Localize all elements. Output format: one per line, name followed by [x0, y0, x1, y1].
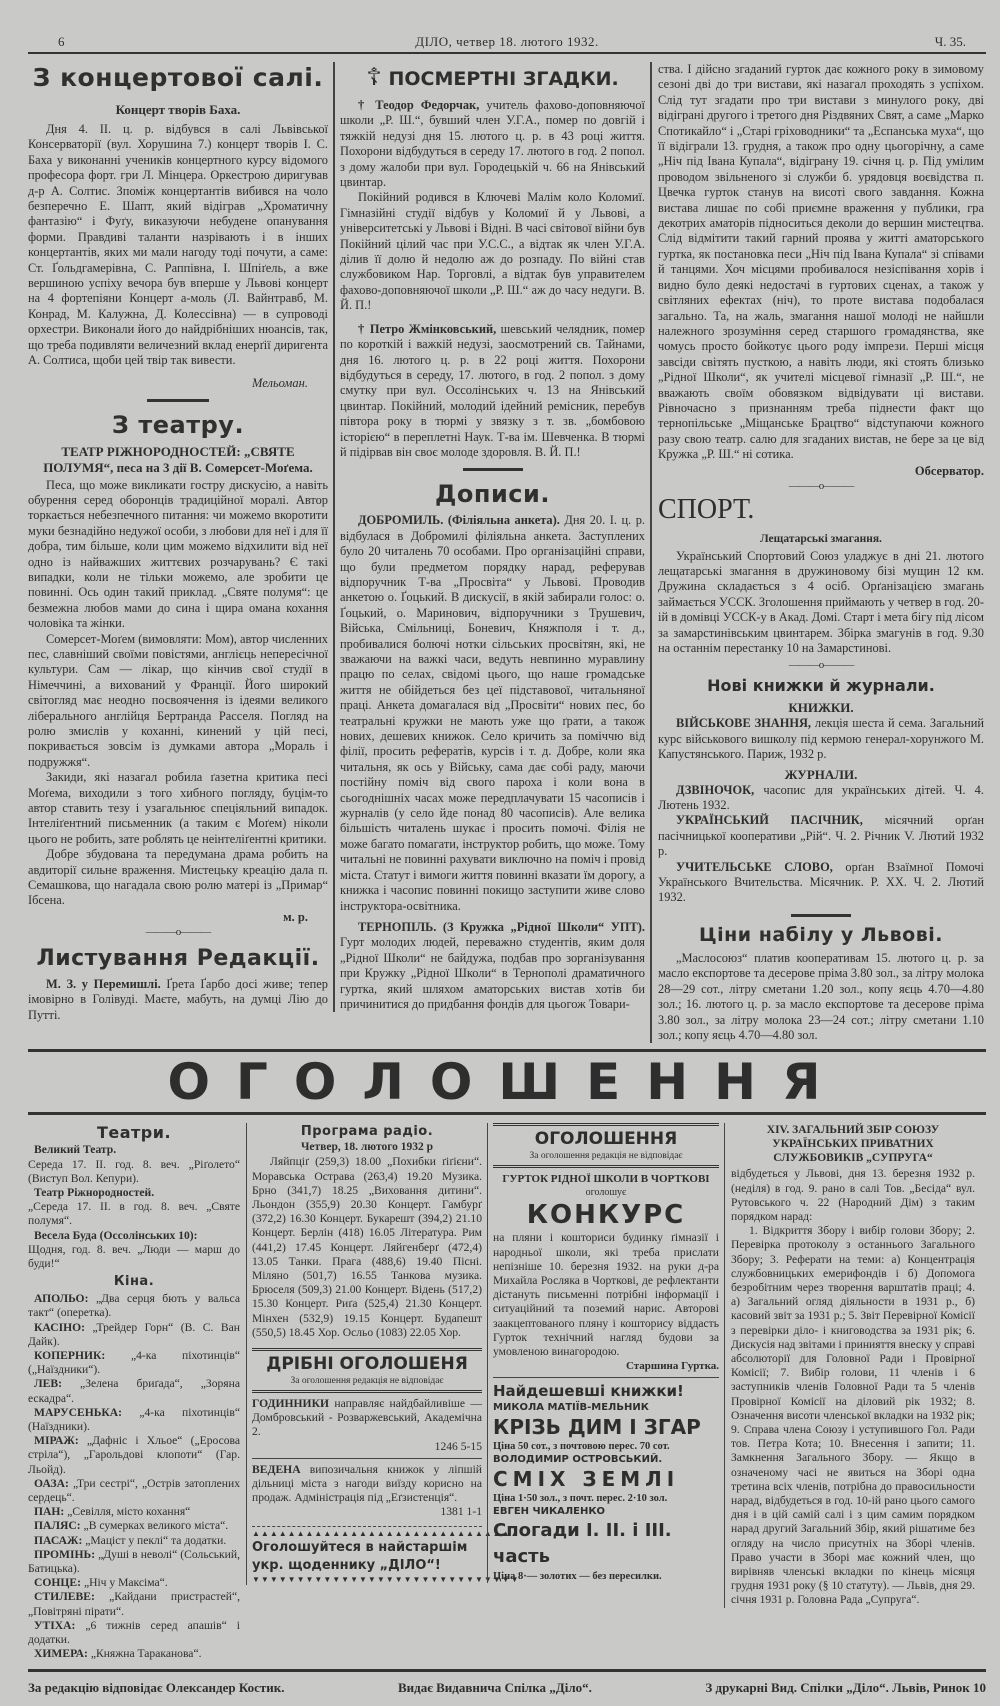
- separator: ———o———: [145, 925, 211, 938]
- triangle-border-bottom: ▼▼▼▼▼▼▼▼▼▼▼▼▼▼▼▼▼▼▼▼▼▼▼▼▼▼▼▼▼▼: [252, 1574, 520, 1584]
- ternopil-signature: Обсерватор.: [914, 463, 984, 478]
- cinema-name: СОНЦЕ:: [34, 1576, 82, 1590]
- separator: ———o———: [788, 479, 854, 492]
- left-column: [28, 62, 333, 1023]
- cinema-text: „Дафніс і Хльое“ („Еросова стріла“), „Гарольдові клопоти“ (Гар. Льойд).: [28, 1434, 240, 1476]
- theatre-text: Щодня, год. 8. веч. „Люди — марш до буди!“: [28, 1242, 240, 1270]
- sport-subtitle: Лещатарські змагання.: [760, 532, 882, 545]
- book-title: КРІЗЬ ДИМ І ЗГАР: [493, 1415, 701, 1440]
- contest-signature: Старшина Гуртка.: [625, 1360, 719, 1373]
- footer: [28, 1669, 986, 1706]
- ternopil-continuation: [658, 62, 984, 493]
- cinema-name: ОАЗА:: [34, 1476, 69, 1490]
- theatre-list: [28, 1143, 240, 1271]
- announcements-title: ОГОЛОШЕННЯ: [534, 1129, 678, 1150]
- cinema-text: „Севілля, місто кохання“: [67, 1505, 191, 1519]
- cinema-entry: [28, 1434, 240, 1477]
- theatre-paragraph: Сомерсет-Моґем (вимовляти: Мом), автор численних пес, славніший своїми повістями, англієць непересічної культури. Сам — лікар, що кінчив свої студії в Німеччині, а вихований у Франції. Його широкий світогляд має неодно посвоячення із ідеями великого ліберального англійця Бертранда Расселя. Погляд на ролю змислів у коханні, кинений у цій песі, покривається зовсім із думками автора „Мораль і подружжя“.: [28, 631, 328, 769]
- sport-section: [658, 493, 984, 1044]
- cinema-entry: [28, 1590, 240, 1618]
- cinema-entry: [28, 1349, 240, 1377]
- cinema-text: „В сумерках великого міста“.: [83, 1519, 229, 1533]
- theatre-paragraph: Добре збудована та передумана драма робить на авдиторії сильне враження. Мистецьку креацію дала п. Семашкова, що нагадала свою ролю матері із „Примар“ Ібсена.: [28, 847, 328, 908]
- book-author: ВОЛОДИМИР ОСТРОВСЬКИЙ.: [493, 1454, 663, 1466]
- cinema-entry: [28, 1477, 240, 1505]
- cinema-text: „4-ка піхотинців“ (Наїздники).: [28, 1405, 240, 1433]
- cinema-text: „Маціст у пеклі“ та додатки.: [85, 1533, 227, 1547]
- theatre-entry: [28, 1229, 240, 1272]
- letters-title: Листування Редакції.: [36, 945, 320, 971]
- announcements: [487, 1123, 724, 1583]
- obituaries-section: [340, 62, 645, 460]
- concert-subtitle: Концерт творів Баха.: [115, 102, 241, 117]
- small-ads-header: [252, 1348, 482, 1393]
- theatre-text: „Середа 17. II. в год. 8. веч. „Святе полумя“.: [28, 1200, 240, 1228]
- book-title: Спогади І. ІІ. і ІІІ. часть: [493, 1520, 672, 1568]
- cinema-text: „Душі в неволі“ (Сольський, Батицька).: [28, 1547, 240, 1575]
- obituaries-title: ПОСМЕРТНІ ЗГАДКИ.: [388, 68, 619, 90]
- radio-title: Програма радіо.: [300, 1124, 434, 1140]
- cinema-name: МІРАЖ:: [34, 1434, 79, 1448]
- cinema-text: „Кайдани пристрастей“, „Повітряні пірати“.: [28, 1590, 240, 1618]
- cinema-entry: [28, 1548, 240, 1576]
- cinema-name: КОПЕРНИК:: [34, 1348, 106, 1362]
- contest-org: ГУРТОК РІДНОЇ ШКОЛИ В ЧОРТКОВІ: [502, 1173, 710, 1186]
- theatre-paragraph: Песа, що може викликати гостру дискусію, а навіть обурення серед оборонців традиційної моралі. Автор торкається небезпечного питання: чи можемо вкоротити муки безнадійно недужої особи, з любови для неї і для її добра, тим більше, коли цим можемо відхилити від неї одно із найважших життєвих розчарувань? Є такі випадки, коли не тільки можемо, але зробити це повинні. Ось один такий приклад. „Святе полумя“: це безмежна любов мами до сина і щира омана кохання чоловіка та жінки.: [28, 477, 328, 631]
- theatre-signature: м. р.: [283, 909, 308, 924]
- page-number: 6: [58, 34, 65, 49]
- report-text: Гурт молодих людей, переважно студентів, яким доля „Рідної Школи“ не байдужа, подбав про зорганізування при Кружку „Рідної Школи“ в Тернополі драматичного гуртка, який шляхом аматорських вистав хотів би причинитися до придбання фондів для цьогож Товари-: [340, 935, 645, 1011]
- book-author: МИКОЛА МАТІЇВ-МЕЛЬНИК: [493, 1402, 649, 1414]
- theatre-article: [28, 410, 328, 939]
- cinema-name: СТИЛЕВЕ:: [34, 1590, 95, 1604]
- concert-body: Дня 4. II. ц. р. відбувся в салі Львівської Консерваторії (вул. Хорушина 7.) концерт творів І. С. Баха у виконанні учеників концертного курсу відомого професора форт. гри Л. Мінцера. Оркестрою диригував д-р А. Солтис. Зпоміж концертантів вибився на чоло безперечно Е. Шапт, який відіграв „Хроматичну фантазію“ і Фуґу, виказуючи небудене опанування форми. Правдиві таланти назрівають і в інших концертантів, яких ми мали нагоду тоді почути, а саме: Ст. Ґольдгамерівна, С. Раппівна, І. Шпіґель, а вже вершиною успіху вечора був вперше у Львові концерт на 4 фортепіяни Концерт а-моль (Л. Вайнтравб, М. Конрад, М. Калужна, Д. Колессівна) — в супроводі орхестри. Виконали його до найдрібніших нюансів, так, що треба подивляти величезний вклад енерґії диригента А. Солтиса, щоби цей твір так вивести.: [28, 122, 328, 368]
- announcements-header: [493, 1123, 719, 1168]
- radio-date: Четвер, 18. лютого 1932 р: [300, 1141, 434, 1154]
- assembly-intro: відбудеться у Львові, дня 13. березня 1932 р. (неділя) в год. 9. рано в салі Тов. „Бесіда“ вул. Рутовського ч. 22 (Народний Дім) з таким порядком нарад:: [731, 1167, 975, 1223]
- prices-body: „Маслосоюз“ платив кооперативам 15. лютого ц. р. за масло експортове та десерове пріма 3.80 зол., за літру молока 28—29 сот., літру сметани 1.20 зол., копу яєць 4.70—4.80 зол.; 16. лютого ц. р. за масло експортове та десерове пріма 3.80 зол., за літру молока 23—24 сот.; літру сметани 1.10 зол.; копу яєць 4.70—4.80 зол.: [658, 950, 984, 1042]
- theatre-paragraph: Закиди, які назагал робила ґазетна критика песі Моґема, виходили з того хибного погляду, буцім-то автор ставить тезу і узагальнює спеціяльний випадок. Інтеліґентний письменник (а таким є Моґем) ніколи цього не робить, зате роблять це неінтеліґентні критики.: [28, 770, 328, 846]
- orthodox-cross-icon: ☦: [366, 63, 382, 91]
- books-heading: КНИЖКИ.: [788, 700, 854, 716]
- cinema-text: „Два серця бють у вальса такт“ (оперетка).: [28, 1292, 240, 1320]
- small-ad-name: ГОДИННИКИ: [252, 1396, 330, 1410]
- concert-article: [28, 62, 328, 391]
- cinema-entry: [28, 1534, 240, 1548]
- cinema-name: ПАН:: [34, 1505, 65, 1519]
- small-ads-title: ДРІБНІ ОГОЛОШЕНЯ: [266, 1353, 468, 1374]
- cinema-text: „Ніч у Максіма“.: [83, 1576, 168, 1590]
- cinema-entry: [28, 1406, 240, 1434]
- reports-title: Дописи.: [435, 480, 550, 509]
- journal-name: УЧИТЕЛЬСЬКЕ СЛОВО,: [676, 859, 833, 874]
- middle-column: [333, 62, 650, 1012]
- cinema-text: „4-ка піхотинців“ („Наїздники“).: [28, 1348, 240, 1377]
- masthead: ДІЛО, четвер 18. лютого 1932.: [415, 34, 599, 49]
- theatre-entry: [28, 1186, 240, 1229]
- theatre-name: Великий Театр.: [34, 1143, 117, 1157]
- right-column: [650, 62, 984, 1043]
- triangle-border-top: ▲▲▲▲▲▲▲▲▲▲▲▲▲▲▲▲▲▲▲▲▲▲▲▲▲▲▲▲▲▲: [252, 1528, 520, 1538]
- theatres-title: Театри.: [96, 1123, 172, 1143]
- journal-text: орґан Взаїмної Помочі Українського Вчительства. Місячник. Р. XX. Ч. 2. Лютий 1932.: [658, 859, 984, 905]
- cinema-name: ПАЛЯС:: [34, 1519, 81, 1533]
- newspaper-page: [28, 0, 986, 1706]
- cheap-books-list: [493, 1401, 719, 1583]
- small-ad-code: 1246 5-15: [434, 1439, 482, 1453]
- journal-text: місячний орґан пасічницької кооперативи „Рій“. Ч. 2. Річник V. Лютий 1932 р.: [658, 813, 984, 859]
- book-price: Ціна 1·50 зол., з почт. перес. 2·10 зол.: [493, 1493, 668, 1505]
- book-price: Ціна 8·— золотих — без пересилки.: [493, 1571, 662, 1583]
- book-name: ВІЙСЬКОВЕ ЗНАННЯ,: [676, 716, 812, 731]
- letters-lead: М. З. у Перемишлі.: [46, 976, 161, 991]
- obituary-name: † Петро Жмінковський,: [358, 321, 497, 336]
- articles-area: [28, 62, 986, 1043]
- obituary-text: шевський челядник, помер по короткій і важкій недузі, заосмотрений св. Тайнами, дня 16. лютого ц. р. в 22 році життя. Похорони відбудуться в середу, 17. лютого, в год. 2 попол. з дому смутку при вул. Оссолінських ч. 13 на Янівський цвинтар. Покійний, молодий ідейний ремісник, перебув півтора року в тюрмі у звязку з т. зв. „бомбовою історією“ в переплетні Наук. Т-ва ім. Шевченка. В тюрмі й підірвав він своє молоде здоровля. В. Й. П.!: [340, 321, 645, 459]
- obituary-text: Покійний родився в Ключеві Малім коло Коломиї. Гімназійні студії відбув у Коломиї й у Львові, а університетські у Львові і Відні. В часі світової війни був Покійний цілий час при У.С.С., а відтак як член У.Г.А. ділив її долю й недолю аж до розпаду. По війні став службовиком Нар. Торговлі, а відтак був управителем фахово-доповняючої школи „Р. Ш.“ аж до часу недуги. В. Й. П.!: [340, 190, 645, 313]
- separator: ———o———: [788, 659, 854, 672]
- cinema-text: „Княжна Тараканова“.: [90, 1647, 202, 1661]
- promo-line: укр. щоденнику „ДІЛО“!: [252, 1557, 441, 1573]
- radio-program: [246, 1123, 520, 1584]
- assembly-title: XIV. ЗАГАЛЬНИЙ ЗБІР СОЮЗУ УКРАЇНСЬКИХ ПРИВАТНИХ СЛУЖБОВИКІВ „СУПРУГА“: [766, 1124, 940, 1165]
- report-lead: ТЕРНОПІЛЬ. (З Кружка „Рідної Школи“ УПТ).: [358, 919, 645, 934]
- report-text: Дня 20. І. ц. р. відбулася в Добромилі філіяльна анкета. Заступлених було 20 читалень 70 особами. Про організаційні справи, що були предметом порядку нарад, реферував відпоручник Т-ва „Просвіта“ у Львові. Проводив анкетою о. Ґоцький. В дискусії, в якій забирали голос: о. Ґоцький, о. Маринович, відпоручники з Трушевич, Війська, Смільниці, Боневич, Княжполя і т. д., пробивалися болючі нотки сільських просвітян, які, не зважаючи на важкі часи, ведуть невпинно муравлину працю по селах, свідомі цього, що наше громадське життя не обійдеться без цеї підставової, читальняної праці. Анкета домагалася від „Просвіти“ нових пес, бо театральні кружки не мають уже що ґрати, а також нових, дешевих книжок. Село кричить за поміччю від філії, просить рефератів, курсів і т. д. Добре, коли яка читальня, як ось у Війську, сама дає собі раду, маючи постійну поміч від свого пароха і коли вона в сьогоднішніх часах може передплачувати 15 часописів і журналів (у село йде понад 80 часописів). Але велика більшість читалень шукає і просить помочі. Філія не може багато помагати, інструктор робить, що може. Тому читальні не повинні рахувати виключно на поміч і провід міста. Статут і вимоги життя повинні вказати їм дорогу, а книжка і часопис повинні покищо заступити живе слово інструктора-освітника.: [340, 513, 645, 913]
- cinema-entry: [28, 1619, 240, 1647]
- page-header: [28, 34, 986, 52]
- book-text: лекція шеста й сема. Загальний курс військового вишколу під кермою генерал-хорунжого М. Капустянського. Париж, 1932 р.: [658, 716, 984, 762]
- theatre-name: Весела Буда (Оссолінських 10):: [34, 1228, 198, 1242]
- cinema-name: АПОЛЬО:: [34, 1292, 89, 1306]
- theatre-heading: ТЕАТР РІЖНОРОДНОСТЕЙ: „СВЯТЕ ПОЛУМЯ“, песа на 3 дії В. Сомерсет-Моґема.: [43, 443, 313, 475]
- cinema-entry: [28, 1576, 240, 1590]
- book-title: СМІХ ЗЕМЛІ: [493, 1467, 680, 1492]
- theatre-name: Театр Ріжнородностей.: [34, 1185, 155, 1199]
- section-rule: [463, 468, 523, 471]
- small-ads-disclaimer: За оголошення редакція не відповідає: [290, 1375, 444, 1386]
- theatre-text: Середа 17. II. год. 8. веч. „Ріґолето“ (Виступ Вол. Кепури).: [28, 1157, 240, 1185]
- concert-signature: Мельоман.: [252, 375, 308, 390]
- letters-section: [28, 945, 328, 1023]
- small-ad-name: ВЕДЕНА: [252, 1462, 301, 1476]
- section-rule: [791, 914, 851, 917]
- footer-printer: З друкарні Вид. Спілки „Діло“. Львів, Ринок 10: [705, 1680, 986, 1696]
- books-title: Нові книжки й журнали.: [707, 676, 935, 696]
- contest-body: на пляни і кошториси будинку ґімназії і народньої школи, які треба прислати непізніше 10. березня 1932. на руки д-ра Михайла Росляка в Чорткові, де рефлектанти дістануть письменні потрібні інформації і ситуаційний та поземий нарис. Авторові заакцептованого пляну і кошторису віддасть Гурток технічний нагляд будови за умовленою винагородою.: [493, 1231, 719, 1358]
- announcements-disclaimer: За оголошення редакція не відповідає: [529, 1151, 683, 1162]
- theatre-entry: [28, 1143, 240, 1186]
- reports-section: [340, 479, 645, 1012]
- small-ad-text: випозичальня книжок у ліпшій дільниці міста з нагоди виїзду корисно на продаж. Адміністрація під „Еґзистенція“.: [252, 1462, 482, 1505]
- cinema-name: УТІХА:: [34, 1618, 76, 1632]
- assembly-notice: [724, 1123, 975, 1607]
- book-author: ЕВГЕН ЧИКАЛЕНКО: [493, 1506, 606, 1518]
- ads-area: [28, 1123, 986, 1661]
- assembly-body: 1. Відкриття Збору і вибір голови Збору; 2. Перевірка протоколу з останнього Загального Збору; 3. Реферати на теми: а) Концентрація службовницьких емерифондів і б) Допомога безробітним через творення варштатів праці; 4. а) Загальний огляд діяльности в 1931 р., б) касовий звіт за 1931 р.; 5. Звіт Перевірної Комісії з перевірки діло- і книговодства за 1931 рік; 6. Дискусія над звітами і принияття внеску у справі абсолюторії для Головної Ради і Провірної Комісії; 7. Вибір голови, 11 членів і 6 заступників членів Головної Ради та 5 членів Провірної Комісії на діловий рік 1932; 8. Означення висоти членської вкладки на 1932 рік; 9. Справа члена Союзу і уступившого Гол. Ради тов. Петра Кота; 10. Внесення і запити; 11. Замкнення Загального Збору. — Якщо в означеному часі не явиться на Зборі одна третина всіх членів, потрібна до правосильности нарад, відбудеться в год. 10-ій рано цього самого дня і в цій самій салі і з цим самим порядком нарад другий Загальний Збір, який рішатиме без огляду на число присутніх на Зборі членів. Право участи в Зборі має кожний член, що вирівняв членські вкладки по кінець місяця грудня 1931 року (§ 10 статуту). — Львів, дня 29. січня 1931 р. Головна Рада „Супруга“.: [731, 1224, 975, 1607]
- book-price: Ціна 50 сот., з почтовою перес. 70 сот.: [493, 1441, 670, 1453]
- cinema-text: „Зелена бриґада“, „Зоряна ескадра“.: [28, 1377, 240, 1405]
- contest-announces: оголошує: [585, 1187, 627, 1199]
- prices-title: Ціни набілу у Львові.: [699, 923, 943, 946]
- journal-name: УКРАЇНСЬКИЙ ПАСІЧНИК,: [676, 813, 863, 828]
- sport-body: Український Спортовий Союз уладжує в дні 21. лютого лещатарські змагання в дружиновому бізі мущин 12 км. Дружина складається з 4 осіб. Орґанізацією змагань займається УССК. Зголошення приймають у четвер в год. 20-ій в домівці УССК-у в Акад. Домі. Старт і мета бігу під лісом за замарстинівським цвинтарем. Збірка змагунів в год. 9.30 на останнім перестанку 10 на Замарстинові.: [658, 548, 984, 655]
- cinema-name: ХИМЕРА:: [34, 1647, 88, 1661]
- cinema-name: ЛЕВ:: [34, 1377, 62, 1391]
- theatre-title: З театру.: [111, 410, 245, 439]
- ads-banner: ОГОЛОШЕННЯ: [28, 1049, 986, 1115]
- cinema-entry: [28, 1647, 240, 1661]
- obituary-text: учитель фахово-доповняючої школи „Р. Ш.“, бувший член У.Г.А., помер по довгій і тяжкій недузі дня 15. лютого ц. р. в 43 році життя. Похорони відбудуться в середу 17. лютого в год. 2 попол. з дому жалоби при вул. Городецькій ч. 66 на Янівський цвинтар.: [340, 98, 645, 190]
- sport-title: СПОРТ.: [658, 493, 755, 525]
- small-ad-code: 1381 1-1: [440, 1505, 482, 1519]
- cinema-entry: [28, 1519, 240, 1533]
- cinema-name: КАСІНО:: [34, 1320, 85, 1334]
- cinema-entry: [28, 1292, 240, 1320]
- letters-body: Ґрета Ґарбо досі живе; тепер імовірно в Голівуді. Маєте, мабуть, на думці Лію до Путті.: [28, 976, 328, 1022]
- concert-title: З концертової салі.: [32, 63, 324, 92]
- cinema-list: [28, 1292, 240, 1661]
- cheap-books-title: Найдешевші книжки!: [493, 1382, 684, 1401]
- cinema-entry: [28, 1377, 240, 1405]
- cinemas-title: Кіна.: [113, 1274, 155, 1290]
- section-rule: [147, 399, 209, 402]
- obituaries-header: [340, 62, 645, 94]
- cinema-entry: [28, 1505, 240, 1519]
- journals-heading: ЖУРНАЛИ.: [784, 766, 858, 782]
- issue-number: Ч. 35.: [934, 34, 966, 49]
- journal-text: часопис для українських дітей. Ч. 4. Лютень 1932.: [658, 782, 984, 813]
- cinema-entry: [28, 1321, 240, 1349]
- promo-line: Оголошуйтеся в найстаршім: [252, 1539, 468, 1555]
- cinema-name: ПРОМІНЬ:: [34, 1547, 96, 1561]
- report-lead: ДОБРОМИЛЬ. (Філіяльна анкета).: [358, 513, 560, 528]
- cinema-name: МАРУСЕНЬКА:: [34, 1405, 123, 1419]
- journal-name: ДЗВІНОЧОК,: [676, 782, 755, 797]
- contest-title: КОНКУРС: [526, 1200, 686, 1231]
- cinema-text: „Трейдер Горн“ (В. С. Ван Дайк).: [28, 1320, 240, 1348]
- footer-publisher: Видає Видавнича Спілка „Діло“.: [398, 1680, 592, 1696]
- footer-editor: За редакцію відповідає Олександер Костик.: [28, 1680, 285, 1696]
- obituary-name: † Теодор Федорчак,: [358, 98, 480, 112]
- header-rule: [28, 52, 986, 54]
- small-ad-text: направляє найдбайливіше — Домбровський - Розваржевський, Академічна 2.: [252, 1396, 482, 1439]
- cinema-name: ПАСАЖ:: [34, 1533, 83, 1547]
- cinema-text: „Три сестрі“, „Острів затоплених сердець“.: [28, 1476, 240, 1504]
- cinema-text: „6 тижнів серед апашів“ і додатки.: [28, 1618, 240, 1647]
- ternopil-text: ства. І дійсно згаданий гурток дає кожного року в зимовому сезоні дві до три вистави, які назагал проходять з успіхом. Слід тут згадати про три вистави з минулого року, дві відіграні другого і третого дня Різдвяних Свят, а саме „Марко Спотикайло“ і „Старі гріховодники“ та „Еспанська муха“, що її відіграли 13. грудня, а також про одну цьогорічну, а саме „Ніч під Івана Купала“, відіграну 19. січня ц. р. Під умілим проводом звільненого зі служби б. урядовця воєвідства п. Цвечка гурток станув на висоті свого завдання. Кожна вистава лишає по собі приємне враження у публики, гра декотрих аматорів підноситься деколи до вершин мистецтва. Слід відмітити такий гарний проява у житті аматорського гуртка, як постановка песи „Ніч під Івана Купала“ зі співами й танцями. Хоч місцями пробивалося незіспівання хорів і видно було деякі недостачі в гуртових сценах, а також у світляних ефектах (ніч), то проте вистава подобалася загально. Та, на жаль, змагання нашої молоді не найшли належного зрозуміння серед старшого громадянства, яке чомусь просто бойкотує цього роду імпрези. Перші місця завсіди світять пусткою, а навіть люди, які стоять близько „Рідної Школи“, як учителі місцевої гімназії „Р. Ш.“, не вважають своїм обовязком відвідувати ці вистави. Рівночасно з признанням треба піднести факт що тернопільське „Міщанське Брацтво“ відступаючи кожного разу свою театр. салю для згаданих вистав, не бере за це від Кружка „Р. Ш.“ ні сотика.: [658, 62, 984, 462]
- theatres-listing: [28, 1123, 246, 1661]
- radio-body: Ляйпціґ (259,3) 18.00 „Похибки ґіґієни“. Моравська Острава (263,4) 19.20 Музика. Брно (341,7) 18.25 „Виховання дитини“. Льондон (355,9) 20.30 Концерт. Гамбурґ (372,2) 16.30 Концерт. Букарешт (394,2) 21.10 Концерт. Берлін (418) 16.05 Література. Рим (441,2) 17.45 Концерт. Ляйгенберґ (472,4) 13.05 Танки. Прага (488,6) 19.40 Пісні. Міляно (501,7) 16.55 Танкова музика. Брюселя (509,3) 21.00 Концерт. Відень (517,2) 15.30 Концерт. Риґа (525,4) 21.30 Концерт. Мінхен (532,9) 19.15 Концерт. Будапешт (550,5) 18.45 Хор. Осльо (1083) 22.05 Хор.: [252, 1155, 482, 1339]
